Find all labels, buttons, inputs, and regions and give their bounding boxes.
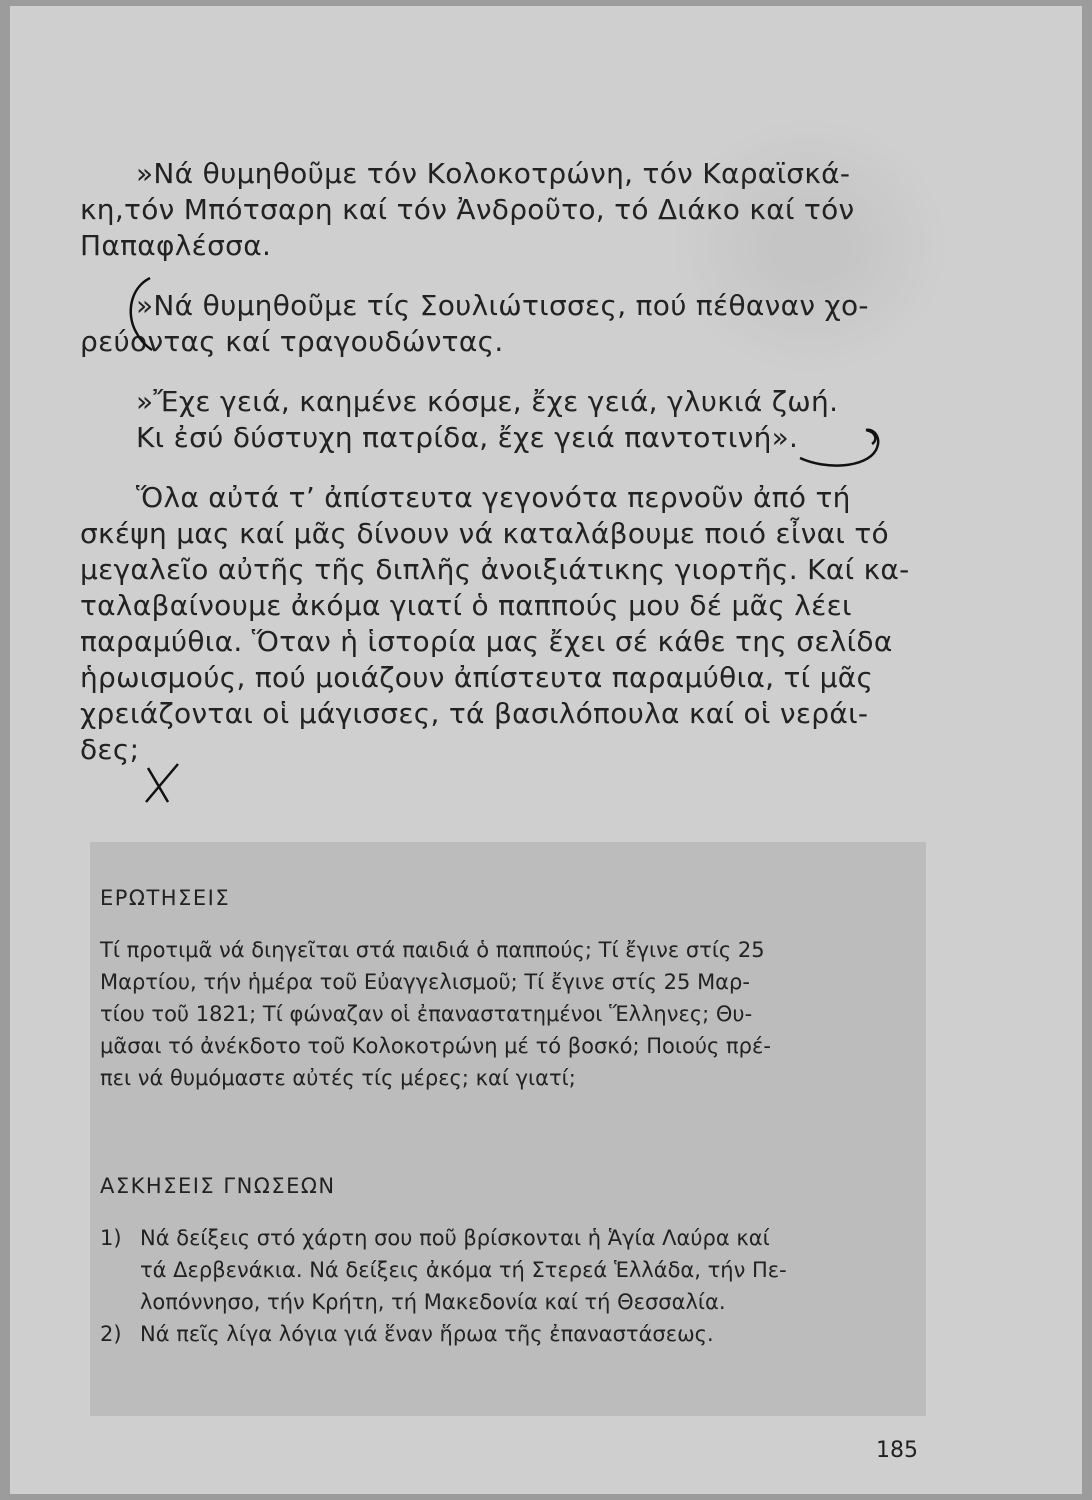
text-line: παραμύθια. Ὅταν ἡ ἱστορία μας ἔχει σέ κάθε της σελίδα (80, 625, 893, 658)
question-line: πει νά θυμόμαστε αὐτές τίς μέρες; καί γιατί; (100, 1066, 576, 1090)
question-line: μᾶσαι τό ἀνέκδοτο τοῦ Κολοκοτρώνη μέ τό βοσκό; Ποιούς πρέ- (100, 1034, 771, 1058)
text-line: Παπαφλέσσα. (80, 229, 272, 262)
text-line: »Ἔχε γειά, καημένε κόσμε, ἔχε γειά, γλυκιά ζωή. (136, 385, 839, 418)
questions-text (100, 934, 900, 1094)
text-line: ρεύοντας καί τραγουδώντας. (80, 325, 504, 358)
text-line: μεγαλεῖο αὐτῆς τῆς διπλῆς ἀνοιξιάτικης γιορτῆς. Καί κα- (80, 553, 910, 586)
pen-bracket-mark (110, 274, 160, 354)
text-line: σκέψη μας καί μᾶς δίνουν νά καταλάβουμε ποιό εἶναι τό (80, 517, 889, 550)
question-line: Μαρτίου, τήν ἡμέρα τοῦ Εὐαγγελισμοῦ; Τί ἔγινε στίς 25 Μαρ- (100, 970, 750, 994)
exercise-line: Νά πεῖς λίγα λόγια γιά ἕναν ἥρωα τῆς ἐπαναστάσεως. (140, 1322, 714, 1346)
book-page (10, 6, 1082, 1494)
exercise-number: 1) (100, 1226, 122, 1250)
text-line: χρειάζονται οἱ μάγισσες, τά βασιλόπουλα καί οἱ νεράι- (80, 697, 869, 730)
exercise-item (100, 1222, 900, 1318)
paragraph-souliotisses (80, 288, 910, 360)
text-line: ταλαβαίνουμε ἀκόμα γιατί ὁ παππούς μου δέ μᾶς λέει (80, 589, 852, 622)
question-line: Τί προτιμᾶ νά διηγεῖται στά παιδιά ὁ παππούς; Τί ἔγινε στίς 25 (100, 938, 765, 962)
exercise-line: Νά δείξεις στό χάρτη σου ποῦ βρίσκονται ἡ Ἁγία Λαύρα καί (140, 1226, 770, 1250)
pen-underline-mark (796, 410, 886, 470)
exercises-heading: ΑΣΚΗΣΕΙΣ ΓΝΩΣΕΩΝ (100, 1174, 336, 1198)
exercise-line: λοπόννησο, τήν Κρήτη, τή Μακεδονία καί τή Θεσσαλία. (140, 1290, 726, 1314)
text-line: »Νά θυμηθοῦμε τίς Σουλιώτισσες, πού πέθαναν χο- (136, 289, 869, 322)
pen-check-mark (138, 758, 188, 808)
paragraph-reflection (80, 480, 910, 768)
questions-box (90, 842, 926, 1416)
text-line: »Νά θυμηθοῦμε τόν Κολοκοτρώνη, τόν Καραϊσκά- (136, 157, 851, 190)
text-line: δες; (80, 733, 140, 766)
narrative-text (80, 156, 910, 792)
text-line: ἡρωισμούς, πού μοιάζουν ἀπίστευτα παραμύθια, τί μᾶς (80, 661, 874, 694)
text-line: Ὅλα αὐτά τ’ ἀπίστευτα γεγονότα περνοῦν ἀπό τή (136, 481, 851, 514)
page-number: 185 (876, 1438, 918, 1463)
questions-heading: ΕΡΩΤΗΣΕΙΣ (100, 886, 231, 910)
paragraph-heroes (80, 156, 910, 264)
exercise-item (100, 1318, 900, 1350)
exercise-line: τά Δερβενάκια. Νά δείξεις ἀκόμα τή Στερεά Ἑλλάδα, τήν Πε- (140, 1258, 787, 1282)
question-line: τίου τοῦ 1821; Τί φώναζαν οἱ ἐπαναστατημένοι Ἕλληνες; Θυ- (100, 1002, 753, 1026)
paragraph-farewell (80, 384, 910, 456)
text-line: κη,τόν Μπότσαρη καί τόν Ἀνδροῦτο, τό Διάκο καί τόν (80, 193, 855, 226)
exercise-number: 2) (100, 1322, 122, 1346)
text-line: Κι ἐσύ δύστυχη πατρίδα, ἔχε γειά παντοτινή». (136, 421, 799, 454)
